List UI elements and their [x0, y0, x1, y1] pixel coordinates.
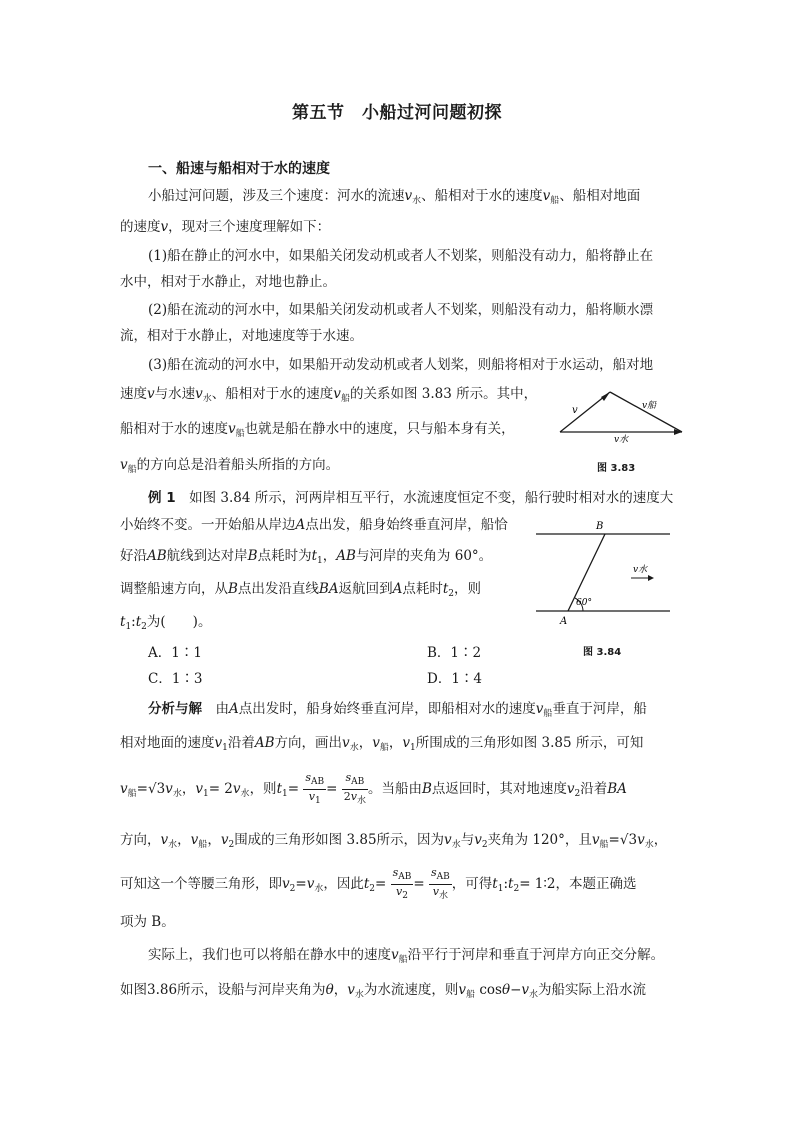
- figure-3-83: [550, 384, 690, 444]
- example-line: $t_1:t_2$为( )。: [120, 614, 212, 632]
- paragraph-line: 实际上，我们也可以将船在静水中的速度$v_船$沿平行于河岸和垂直于河岸方向正交分解。: [148, 947, 665, 965]
- option-b: B．1∶2: [427, 645, 482, 661]
- item-3-cont: 速度v与水速$v_水$、船相对于水的速度$v_船$的关系如图 3.83 所示。其中，: [120, 386, 538, 404]
- option-d: D．1∶4: [427, 671, 483, 687]
- paragraph-line: 小船过河问题，涉及三个速度：河水的流速$v_水$、船相对于水的速度$v_船$、船相对地面: [148, 188, 641, 206]
- fraction: $\frac{s_{AB}}{v_水}$: [431, 866, 450, 901]
- figure-caption: 图 3.84: [583, 647, 622, 658]
- item-2: (2)船在流动的河水中，如果船关闭发动机或者人不划桨，则船没有动力，船将顺水漂: [148, 302, 654, 318]
- item-1-cont: 水中，相对于水静止，对地也静止。: [120, 274, 336, 290]
- fraction: $\frac{s_{AB}}{2v_水}$: [343, 771, 366, 806]
- option-c: C．1∶3: [148, 671, 203, 687]
- analysis-line: $v_船=√3v_水$，$v_1= 2v_水$，则$t_1=$ $\frac{s_{AB}}{v_1}$ = $\frac{s_{AB}}{2v_水}$ 。当船由B点返回时，其对地速度$v_2$沿着BA: [120, 771, 627, 806]
- example-line: 调整船速方向，从B点出发沿直线BA返航回到A点耗时$t_2$，则: [120, 581, 482, 599]
- label-v: v: [572, 405, 578, 416]
- analysis-line: 相对地面的速度$v_1$沿着AB方向，画出$v_水$，$v_船$，$v_1$所围成的三角形如图 3.85 所示，可知: [120, 735, 644, 753]
- option-a: A．1∶1: [148, 645, 202, 661]
- example-line: 例 1 如图 3.84 所示，河两岸相互平行，水流速度恒定不变，船行驶时相对水的速度大: [148, 490, 674, 506]
- figure-caption: 图 3.83: [597, 463, 636, 474]
- label-B: B: [596, 521, 604, 532]
- item-3-cont: 船相对于水的速度$v_船$也就是船在静水中的速度，只与船本身有关，: [120, 421, 515, 439]
- paragraph-line: 的速度v，现对三个速度理解如下：: [120, 219, 331, 235]
- example-line: 小始终不变。一开始船从岸边A点出发，船身始终垂直河岸，船恰: [120, 517, 508, 533]
- analysis-line: 可知这一个等腰三角形，即$v_2=v_水$，因此$t_2=$ $\frac{s_{AB}}{v_2}$ = $\frac{s_{AB}}{v_水}$ ，可得$t_1:t_2=$ 1∶2，本题正确选: [120, 866, 637, 901]
- label-v-water: v水: [633, 565, 648, 575]
- figure-3-84: [530, 516, 675, 628]
- analysis-line: 项为 B。: [120, 914, 175, 930]
- item-2-cont: 流，相对于水静止，对地速度等于水速。: [120, 328, 363, 344]
- section-heading: 一、船速与船相对于水的速度: [148, 161, 330, 177]
- example-line: 好沿AB航线到达对岸B点耗时为$t_1$，AB与河岸的夹角为 60°。: [120, 548, 493, 566]
- label-v-boat: v船: [642, 401, 657, 411]
- item-3-cont: $v_船$的方向总是沿着船头所指的方向。: [120, 457, 340, 475]
- page-title: 第五节 小船过河问题初探: [292, 103, 502, 123]
- item-1: (1)船在静止的河水中，如果船关闭发动机或者人不划桨，则船没有动力，船将静止在: [148, 248, 654, 264]
- paragraph-line: 如图3.86所示，设船与河岸夹角为θ，$v_水$为水流速度，则$v_船$ $\cos\theta-v_水$为船实际上沿水流: [120, 982, 647, 1000]
- analysis-line: 方向，$v_水$，$v_船$，$v_2$围成的三角形如图 3.85所示，因为$v_水$与$v_2$夹角为 120°，且$v_船=√3v_水$，: [120, 832, 668, 850]
- analysis-line: 分析与解 由A点出发时，船身始终垂直河岸，即船相对水的速度$v_船$垂直于河岸，船: [148, 701, 647, 719]
- item-3: (3)船在流动的河水中，如果船开动发动机或者人划桨，则船将相对于水运动，船对地: [148, 357, 654, 373]
- label-angle: 60°: [576, 598, 592, 608]
- fraction: $\frac{s_{AB}}{v_2}$: [392, 866, 412, 901]
- label-A: A: [560, 616, 568, 627]
- label-v-water: v水: [614, 435, 629, 444]
- fraction: $\frac{s_{AB}}{v_1}$: [305, 771, 325, 806]
